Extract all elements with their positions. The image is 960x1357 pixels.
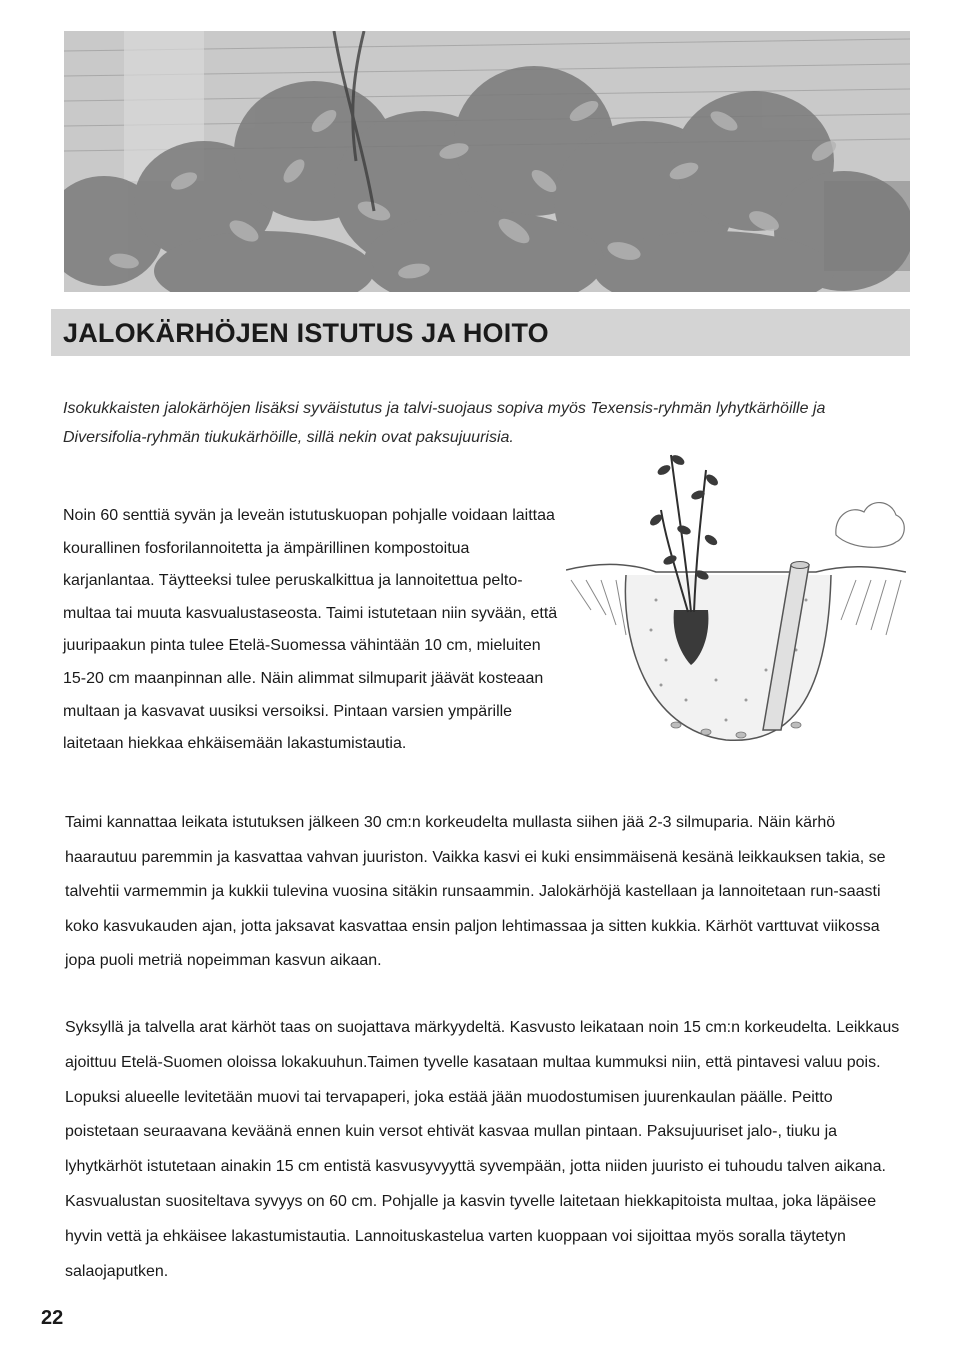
paragraph-pruning: Taimi kannattaa leikata istutuksen jälkeen 30 cm:n korkeudelta mullasta siihen jää 2-3 silmuparia. Näin kärhö haarautuu paremmin ja kasvattaa vahvan juuriston. Vaikka kasvi ei kuki ensimmäisenä kesänä leikkauksen takia, se talvehtii varmemmin ja kukkii tulevina vuosina sitäkin runsaammin. Jalokärhöjä kastellaan ja lannoitetaan run-saasti koko kasvukauden ajan, jotta jaksavat kasvattaa ensin paljon lehtimassaa ja sitten kukkia. Kärhöt varttuvat viikossa jopa puoli metriä nopeimman kasvun aikaan. [65,814,886,970]
planting-diagram-graphic [566,440,906,760]
planting-hole-illustration [566,440,906,760]
page-number: 22 [41,1307,64,1329]
header-photo-clematis-foliage [64,31,910,292]
intro-paragraph: Isokukkaisten jalokärhöjen lisäksi syväistutus ja talvi-suojaus sopiva myös Texensis-ryhmän lyhytkärhöille ja Diversifolia-ryhmän tiukukärhöille, sillä nekin ovat paksujuurisia. [63,400,826,446]
paragraph-winter-care: Syksyllä ja talvella arat kärhöt taas on suojattava märkyydeltä. Kasvusto leikataan noin 15 cm:n korkeudelta. Leikkaus ajoittuu Etelä-Suomen oloissa lokakuuhun.Taimen tyvelle kasataan multaa kummuksi niin, että pintavesi valuu pois. Lopuksi alueelle levitetään muovi tai tervapaperi, joka estää jään muodostumisen juurenkaulan päälle. Peitto poistetaan seuraavana keväänä ennen kuin versot ehtivät kasvaa mullan pintaan. Paksujuuriset jalo-, tiuku ja lyhytkärhöt istutetaan ainakin 15 cm entistä kasvusyvyyttä syvempään, jotta niiden juuristo ei tuhoudu talven aikana. Kasvualustan suositeltava syvyys on 60 cm. Pohjalle ja kasvin tyvelle laitetaan hiekkapitoista multaa, joka läpäisee hyvin vettä ja ehkäisee lakastumistautia. Lannoituskastelua varten kuoppaan voi sijoittaa myös soralla täytetyn salaojaputken. [65,1019,900,1280]
page-title: JALOKÄRHÖJEN ISTUTUS JA HOITO [63,318,549,348]
title-bar [51,309,910,356]
paragraph-planting: Noin 60 senttiä syvän ja leveän istutuskuopan pohjalle voidaan laittaa kourallinen fosforilannoitetta ja ämpärillinen kompostoitua karjanlantaa. Täytteeksi tulee peruskalkittua ja lannoitettua pelto-multaa tai muuta kasvualustaseosta. Taimi istutetaan niin syvään, että juuripaakun pinta tulee Etelä-Suomessa vähintään 10 cm, mieluiten 15-20 cm maanpinnan alle. Näin alimmat silmuparit jäävät kosteaan multaan ja kasvavat uusiksi versoiksi. Pintaan varsien ympärille laitetaan hiekkaa ehkäisemään lakastumistautia. [63,507,558,753]
foliage-photo-graphic [64,31,910,292]
